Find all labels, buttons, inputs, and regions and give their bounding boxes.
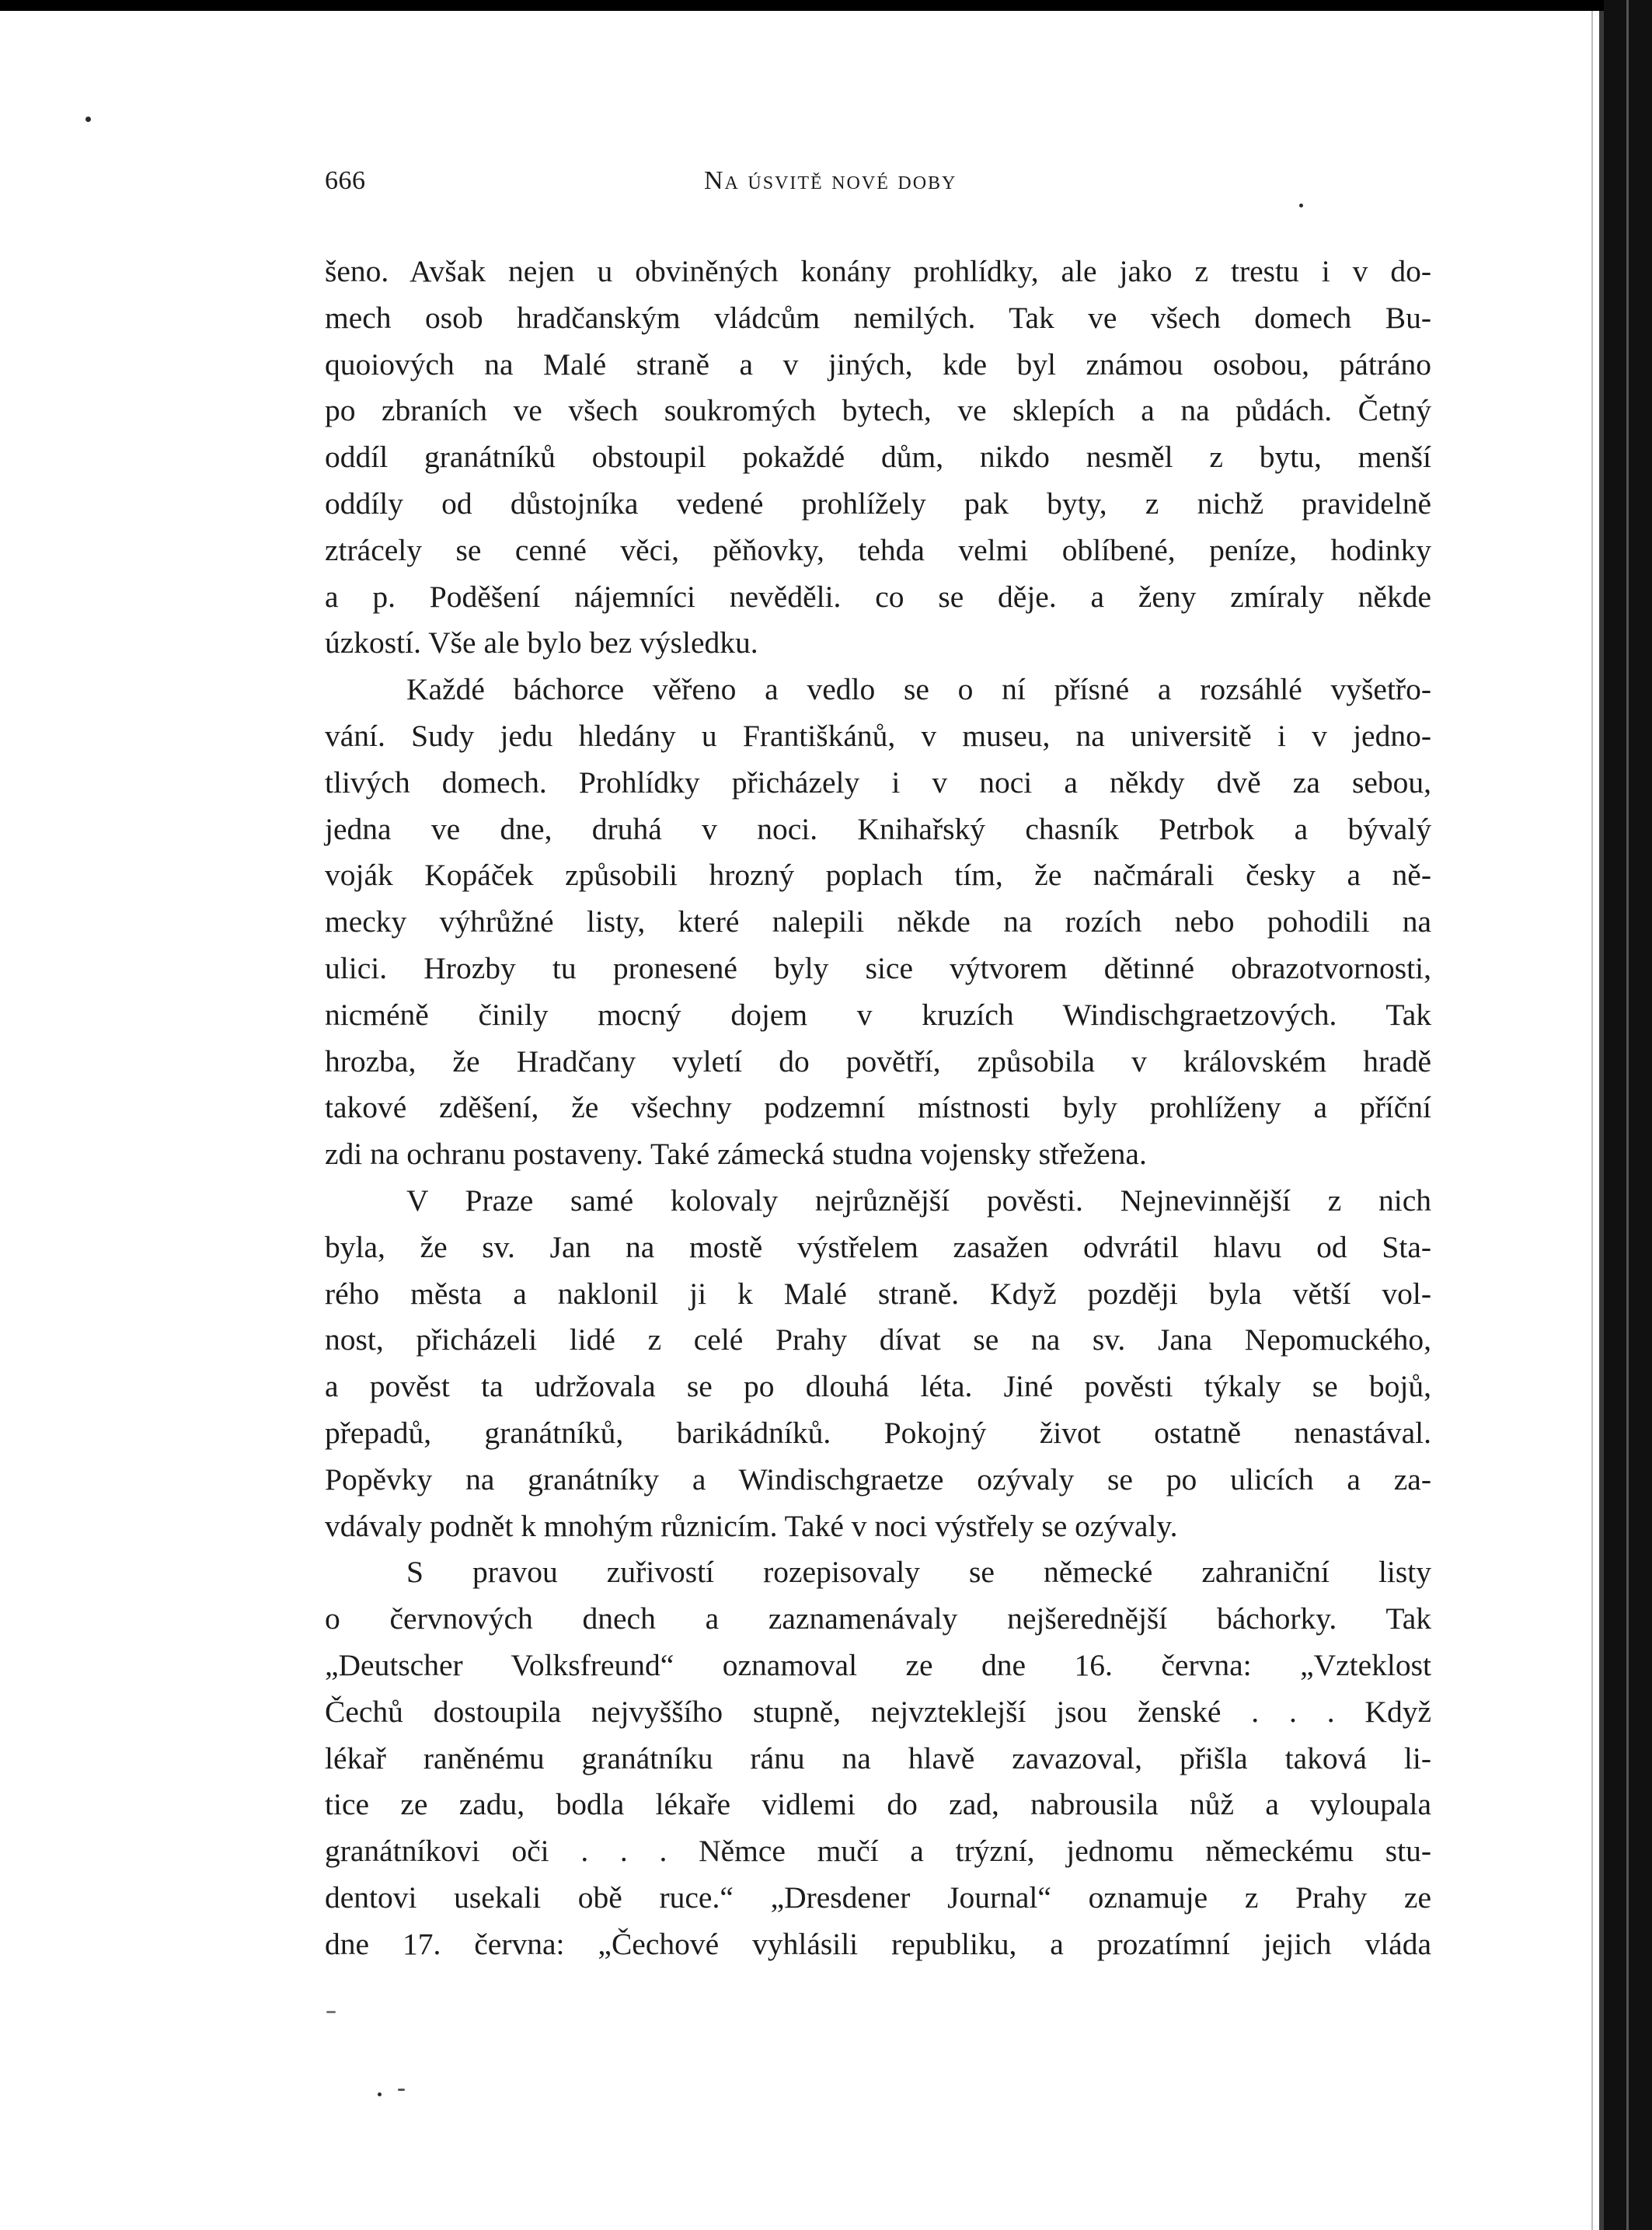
text-line: voják Kopáček způsobili hrozný poplach tím, že načmárali česky a ně-: [325, 858, 1431, 893]
text-line: po zbraních ve všech soukromých bytech, ve sklepích a na půdách. Četný: [325, 393, 1431, 428]
text-line: „Deutscher Volksfreund“ oznamoval ze dne 16. června: „Vzteklost: [325, 1647, 1431, 1682]
text-line: vdávaly podnět k mnohým různicím. Také v noci výstřely se ozývaly.: [325, 1508, 1178, 1543]
page-number: 666: [325, 166, 366, 195]
text-line: Popěvky na granátníky a Windischgraetze ozývaly se po ulicích a za-: [325, 1462, 1431, 1497]
text-line: ulici. Hrozby tu pronesené byly sice výtvorem dětinné obrazotvornosti,: [325, 950, 1431, 985]
paragraph-start-line: Každé báchorce věřeno a vedlo se o ní přísné a rozsáhlé vyšetřo-: [406, 672, 1431, 707]
text-line: lékař raněnému granátníku ránu na hlavě zavazoval, přišla taková li-: [325, 1740, 1431, 1775]
scan-edge-top: [0, 0, 1652, 11]
text-line: dne 17. června: „Čechové vyhlásili republiku, a prozatímní jejich vláda: [325, 1926, 1431, 1961]
text-line: nicméně činily mocný dojem v kruzích Windischgraetzových. Tak: [325, 997, 1431, 1032]
text-line: mecky výhrůžné listy, které nalepili někde na rozích nebo pohodili na: [325, 904, 1431, 939]
text-line: dentovi usekali obě ruce.“ „Dresdener Journal“ oznamuje z Prahy ze: [325, 1880, 1431, 1915]
text-line: a pověst ta udržovala se po dlouhá léta. Jiné pověsti týkaly se bojů,: [325, 1369, 1431, 1404]
text-line: přepadů, granátníků, barikádníků. Pokojný život ostatně nenastával.: [325, 1415, 1431, 1450]
text-line: Čechů dostoupila nejvyššího stupně, nejvzteklejší jsou ženské . . . Když: [325, 1694, 1431, 1729]
running-title: Na úsvitě nové doby: [704, 166, 957, 195]
text-line: rého města a naklonil ji k Malé straně. Když později byla větší vol-: [325, 1276, 1431, 1311]
gutter-line: [1591, 11, 1593, 2230]
text-line: takové zděšení, že všechny podzemní místnosti byly prohlíženy a příční: [325, 1090, 1431, 1125]
scan-edge-highlight: [1626, 0, 1629, 2230]
text-line: o červnových dnech a zaznamenávaly nejšerednější báchorky. Tak: [325, 1601, 1431, 1636]
text-line: tlivých domech. Prohlídky přicházely i v noci a někdy dvě za sebou,: [325, 765, 1431, 800]
text-line: byla, že sv. Jan na mostě výstřelem zasažen odvrátil hlavu od Sta-: [325, 1229, 1431, 1264]
scan-speck: [398, 2089, 405, 2091]
text-line: úzkostí. Vše ale bylo bez výsledku.: [325, 625, 758, 660]
paragraph-start-line: S pravou zuřivostí rozepisovaly se německé zahraniční listy: [406, 1555, 1431, 1590]
text-line: ztrácely se cenné věci, pěňovky, tehda velmi oblíbené, peníze, hodinky: [325, 532, 1431, 567]
text-line: oddíly od důstojníka vedené prohlížely pak byty, z nichž pravidelně: [325, 486, 1431, 521]
text-line: oddíl granátníků obstoupil pokaždé dům, nikdo nesměl z bytu, menší: [325, 440, 1431, 475]
text-line: šeno. Avšak nejen u obviněných konány prohlídky, ale jako z trestu i v do-: [325, 254, 1431, 288]
scan-edge-right-inner: [1599, 11, 1604, 2230]
text-line: a p. Poděšení nájemníci nevěděli. co se děje. a ženy zmíraly někde: [325, 579, 1431, 614]
text-line: quoiových na Malé straně a v jiných, kde byl známou osobou, pátráno: [325, 347, 1431, 382]
text-line: granátníkovi oči . . . Němce mučí a trýzní, jednomu německému stu-: [325, 1834, 1431, 1869]
text-line: vání. Sudy jedu hledány u Františkánů, v museu, na universitě i v jedno-: [325, 718, 1431, 753]
scan-speck: [85, 117, 91, 122]
text-line: mech osob hradčanským vládcům nemilých. Tak ve všech domech Bu-: [325, 300, 1431, 335]
body-text: [325, 249, 1431, 1967]
text-line: nost, přicházeli lidé z celé Prahy dívat se na sv. Jana Nepomuckého,: [325, 1322, 1431, 1357]
scan-speck: [378, 2092, 382, 2096]
text-line: hrozba, že Hradčany vyletí do povětří, způsobila v královském hradě: [325, 1044, 1431, 1078]
text-line: jedna ve dne, druhá v noci. Knihařský chasník Petrbok a bývalý: [325, 811, 1431, 846]
scan-speck: [326, 2011, 336, 2013]
text-line: tice ze zadu, bodla lékaře vidlemi do zad, nabrousila nůž a vyloupala: [325, 1787, 1431, 1822]
text-line: zdi na ochranu postaveny. Také zámecká studna vojensky střežena.: [325, 1137, 1147, 1172]
scan-speck: [1299, 204, 1303, 207]
paragraph-start-line: V Praze samé kolovaly nejrůznější pověsti. Nejnevinnější z nich: [406, 1183, 1431, 1218]
